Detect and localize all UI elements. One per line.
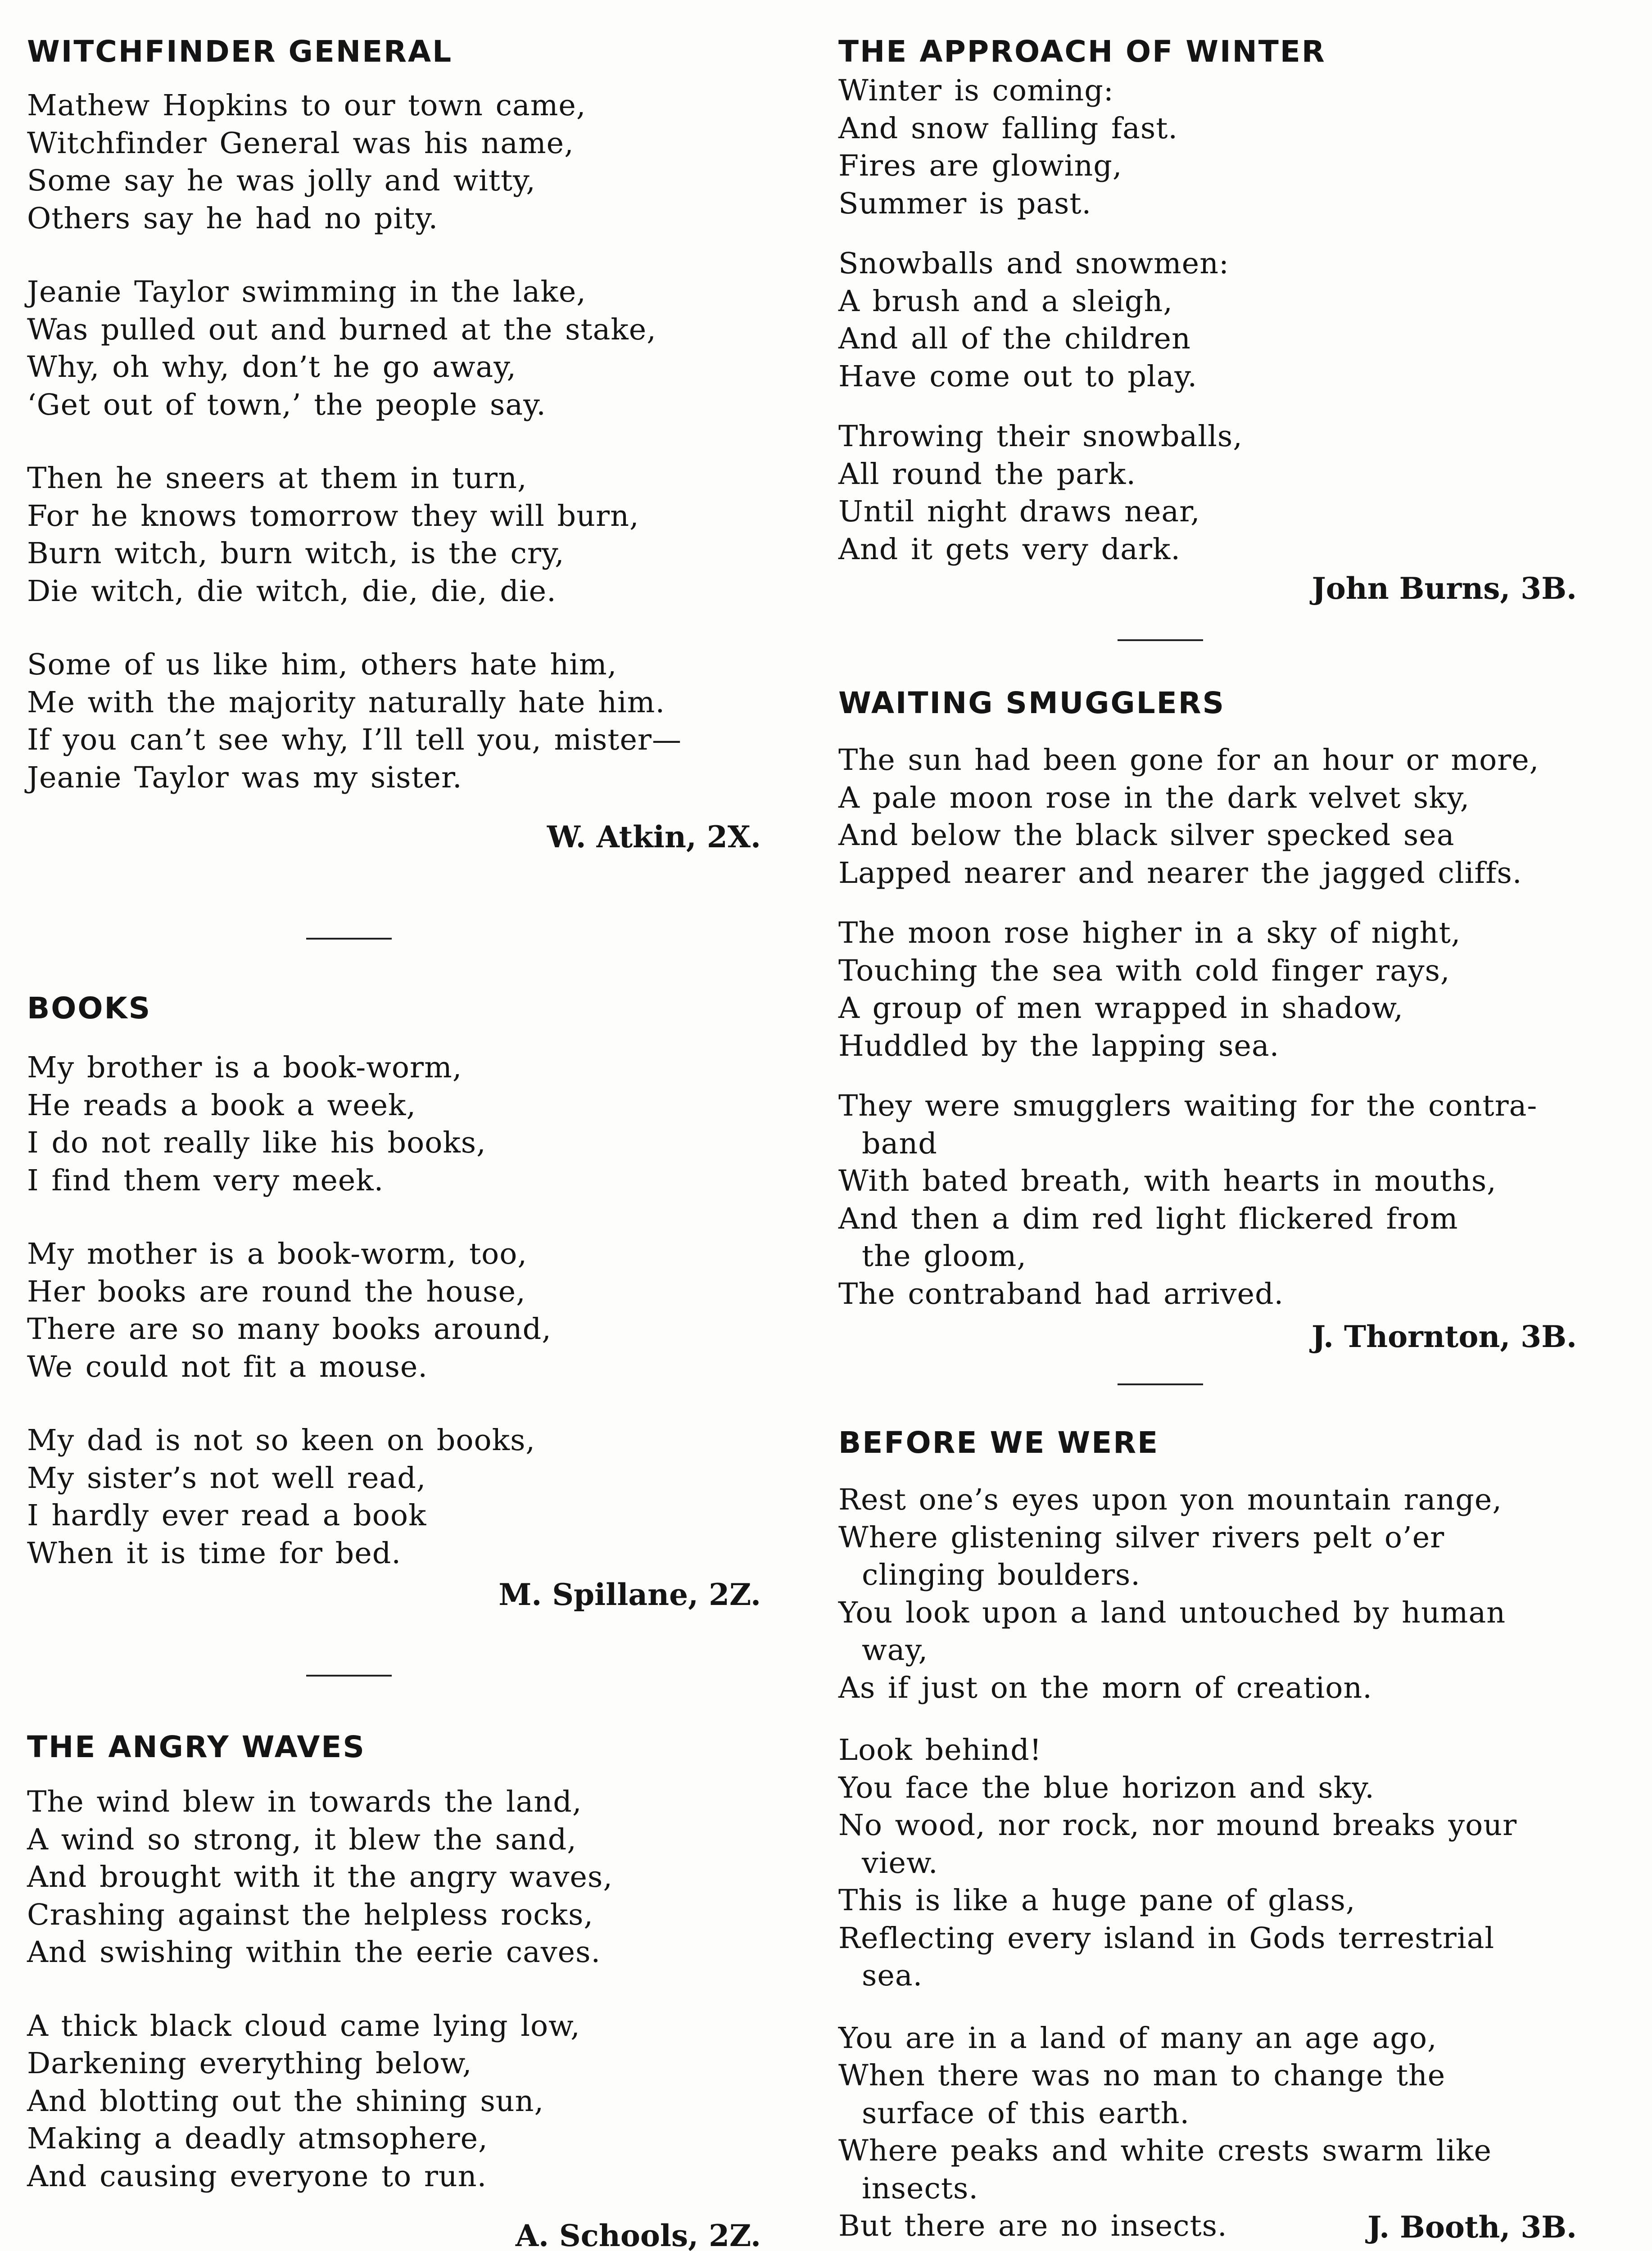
poem-line: The sun had been gone for an hour or more, — [838, 743, 1539, 777]
poem-line: ‘Get out of town,’ the people say. — [27, 388, 546, 422]
poem-line: Darkening everything below, — [27, 2047, 472, 2080]
poem-line: A pale moon rose in the dark velvet sky, — [838, 781, 1470, 815]
poem-line: And then a dim red light flickered from — [838, 1202, 1458, 1236]
poem-line: And brought with it the angry waves, — [27, 1860, 613, 1894]
poem-line: Fires are glowing, — [838, 149, 1122, 183]
poem-witchfinder-general — [27, 32, 761, 857]
stanza — [27, 1422, 761, 1572]
poem-author: M. Spillane, 2Z. — [498, 1577, 761, 1612]
poem-line: A group of men wrapped in shadow, — [838, 991, 1404, 1025]
poem-line: For he knows tomorrow they will burn, — [27, 499, 639, 533]
poem-line: There are so many books around, — [27, 1312, 552, 1346]
poem-line: And it gets very dark. — [838, 532, 1181, 566]
stanza — [27, 1783, 761, 1971]
poem-line: Until night draws near, — [838, 495, 1200, 529]
stanza — [27, 460, 761, 610]
stanza — [27, 1049, 761, 1199]
poem-line: Rest one’s eyes upon yon mountain range, — [838, 1483, 1502, 1517]
section-divider — [306, 938, 392, 940]
poem-line: Burn witch, burn witch, is the cry, — [27, 537, 565, 570]
poem-line: When it is time for bed. — [27, 1536, 401, 1570]
poem-line: Mathew Hopkins to our town came, — [27, 89, 586, 122]
poem-waiting-smugglers — [838, 683, 1577, 1357]
poem-line: No wood, nor rock, nor mound breaks your — [838, 1808, 1517, 1842]
poem-line: They were smugglers waiting for the contra- — [838, 1089, 1538, 1123]
section-divider — [306, 1675, 392, 1677]
poem-line: As if just on the morn of creation. — [838, 1671, 1372, 1705]
stanza — [838, 72, 1577, 222]
poem-author: John Burns, 3B. — [1312, 571, 1577, 606]
poem-line: All round the park. — [838, 457, 1136, 491]
poem-line: Throwing their snowballs, — [838, 420, 1243, 453]
poem-line: Huddled by the lapping sea. — [838, 1029, 1280, 1063]
poem-line: Where peaks and white crests swarm like — [838, 2134, 1492, 2168]
poem-title: BOOKS — [27, 991, 152, 1026]
poem-line: Lapped nearer and nearer the jagged cliffs. — [838, 856, 1522, 890]
poem-line: Witchfinder General was his name, — [27, 126, 574, 160]
poem-line: the gloom, — [862, 1239, 1027, 1273]
poem-line: And snow falling fast. — [838, 111, 1178, 145]
poem-line: Snowballs and snowmen: — [838, 247, 1229, 280]
poem-line: And all of the children — [838, 322, 1191, 356]
poem-author: W. Atkin, 2X. — [547, 819, 761, 854]
poem-line: My mother is a book-worm, too, — [27, 1237, 528, 1271]
poem-line: And swishing within the eerie caves. — [27, 1935, 601, 1969]
stanza — [27, 646, 761, 796]
poem-line: Reflecting every island in Gods terrestrial — [838, 1921, 1495, 1955]
stanza — [27, 2007, 761, 2196]
poem-title: WITCHFINDER GENERAL — [27, 34, 453, 69]
poem-line: Jeanie Taylor swimming in the lake, — [27, 275, 586, 309]
stanza — [838, 741, 1577, 892]
poem-line: My dad is not so keen on books, — [27, 1424, 536, 1457]
poem-line: I do not really like his books, — [27, 1126, 486, 1160]
stanza — [838, 418, 1577, 568]
poem-author: J. Booth, 3B. — [1367, 2209, 1577, 2245]
poem-line: Then he sneers at them in turn, — [27, 461, 527, 495]
poem-line: Some of us like him, others hate him, — [27, 648, 617, 682]
poem-line: Look behind! — [838, 1733, 1042, 1767]
poem-line: This is like a huge pane of glass, — [838, 1884, 1356, 1917]
poem-author: J. Thornton, 3B. — [1311, 1319, 1577, 1354]
poem-line: The moon rose higher in a sky of night, — [838, 916, 1461, 950]
poem-line: Others say he had no pity. — [27, 201, 439, 235]
poem-line: surface of this earth. — [862, 2096, 1190, 2130]
poem-line: But there are no insects. — [838, 2209, 1227, 2243]
poem-books — [27, 988, 761, 1615]
poem-line: We could not fit a mouse. — [27, 1350, 428, 1384]
poem-line: Me with the majority naturally hate him. — [27, 685, 665, 719]
poem-line: Making a deadly atmsophere, — [27, 2122, 488, 2156]
poem-line: And blotting out the shining sun, — [27, 2084, 544, 2118]
poem-line: Some say he was jolly and witty, — [27, 164, 536, 198]
poem-line: Winter is coming: — [838, 74, 1114, 108]
poem-line: You face the blue horizon and sky. — [838, 1771, 1375, 1805]
stanza — [838, 914, 1577, 1065]
poem-line: Jeanie Taylor was my sister. — [27, 760, 462, 795]
section-divider — [1118, 1383, 1203, 1385]
poem-line: A thick black cloud came lying low, — [27, 2009, 580, 2043]
poem-line: I hardly ever read a book — [27, 1499, 427, 1532]
poem-before-we-were — [838, 1423, 1577, 2247]
section-divider — [1118, 639, 1203, 641]
poem-line: When there was no man to change the — [838, 2059, 1446, 2093]
stanza — [27, 87, 761, 237]
poem-line: My brother is a book-worm, — [27, 1051, 462, 1085]
stanza — [838, 1481, 1577, 1707]
poem-line: Was pulled out and burned at the stake, — [27, 312, 656, 347]
poem-line: Die witch, die witch, die, die, die. — [27, 574, 557, 608]
poem-line: You are in a land of many an age ago, — [838, 2021, 1437, 2055]
poem-line: view. — [862, 1846, 938, 1880]
poem-line: With bated breath, with hearts in mouths, — [838, 1164, 1497, 1198]
poem-line: band — [862, 1126, 937, 1161]
poem-line: Crashing against the helpless rocks, — [27, 1898, 594, 1932]
stanza — [838, 1731, 1577, 1995]
poem-line: A wind so strong, it blew the sand, — [27, 1822, 577, 1857]
poem-title: THE ANGRY WAVES — [27, 1730, 366, 1764]
poem-title: BEFORE WE WERE — [838, 1425, 1159, 1460]
poem-line: Why, oh why, don’t he go away, — [27, 350, 516, 384]
poem-line: sea. — [862, 1959, 923, 1993]
poem-line: He reads a book a week, — [27, 1088, 416, 1122]
poem-line: clinging boulders. — [862, 1558, 1141, 1592]
poem-line: And causing everyone to run. — [27, 2159, 487, 2193]
stanza — [838, 245, 1577, 395]
poem-line: My sister’s not well read, — [27, 1461, 426, 1495]
poem-line: way, — [862, 1633, 928, 1667]
poem-line: A brush and a sleigh, — [838, 284, 1173, 318]
poem-line: If you can’t see why, I’ll tell you, mister— — [27, 723, 682, 757]
poem-title: THE APPROACH OF WINTER — [838, 34, 1326, 69]
poem-line: insects. — [862, 2171, 979, 2206]
poem-title: WAITING SMUGGLERS — [838, 686, 1226, 720]
poem-line: Have come out to play. — [838, 359, 1198, 393]
stanza — [27, 1235, 761, 1386]
poem-line: The contraband had arrived. — [838, 1277, 1284, 1311]
poem-line: You look upon a land untouched by human — [838, 1596, 1506, 1630]
stanza — [27, 273, 761, 424]
poem-line: Summer is past. — [838, 186, 1092, 221]
poem-line: Her books are round the house, — [27, 1275, 526, 1309]
poem-author: A. Schools, 2Z. — [515, 2218, 761, 2251]
poem-line: And below the black silver specked sea — [838, 818, 1455, 852]
poem-line: Touching the sea with cold finger rays, — [838, 954, 1450, 988]
poem-the-angry-waves — [27, 1727, 761, 2251]
stanza — [838, 1087, 1577, 1313]
poem-line: Where glistening silver rivers pelt o’er — [838, 1520, 1445, 1555]
poem-line: I find them very meek. — [27, 1163, 384, 1198]
poem-the-approach-of-winter — [838, 32, 1577, 609]
poem-line: The wind blew in towards the land, — [27, 1785, 582, 1819]
